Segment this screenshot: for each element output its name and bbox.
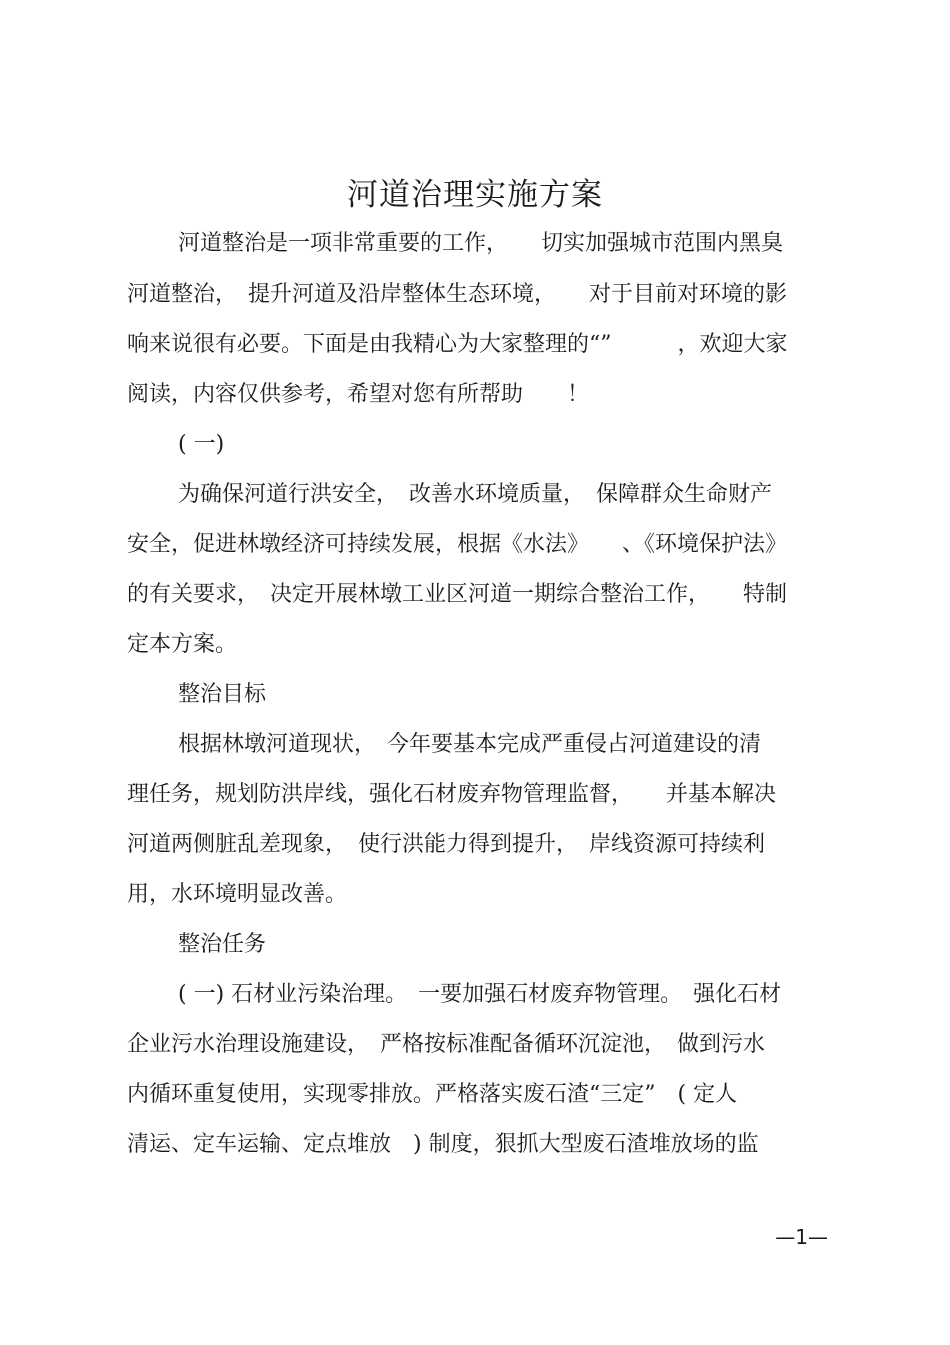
paragraph-line: 河道整治是一项非常重要的工作， 切实加强城市范围内黑臭 [178,231,784,256]
paragraph-line: 理任务，规划防洪岸线，强化石材废弃物管理监督， 并基本解决 [127,782,777,807]
paragraph-line: 用，水环境明显改善。 [127,882,348,907]
paragraph-line: 河道两侧脏乱差现象， 使行洪能力得到提升， 岸线资源可持续利 [127,832,766,857]
paragraph-line: 定本方案。 [127,632,238,657]
paragraph-line: 的有关要求， 决定开展林墩工业区河道一期综合整治工作， 特制 [127,582,788,607]
page-number: —1— [775,1225,828,1249]
section-heading: 整治任务 [178,932,267,957]
paragraph-line: 根据林墩河道现状， 今年要基本完成严重侵占河道建设的清 [178,732,762,757]
paragraph-line: 为确保河道行洪安全， 改善水环境质量， 保障群众生命财产 [178,482,773,507]
paragraph-line: 响来说很有必要。下面是由我精心为大家整理的“” ，欢迎大家 [127,332,788,357]
paragraph-line: 内循环重复使用，实现零排放。严格落实废石渣“三定” ( 定人 [127,1082,738,1107]
paragraph-line: 企业污水治理设施建设， 严格按标准配备循环沉淀池， 做到污水 [127,1032,766,1057]
document-title: 河道治理实施方案 [347,177,603,213]
paragraph-line: 阅读，内容仅供参考，希望对您有所帮助 ！ [127,382,590,407]
section-heading: 整治目标 [178,682,267,707]
paragraph-line: 河道整治， 提升河道及沿岸整体生态环境， 对于目前对环境的影 [127,282,788,307]
section-heading: ( 一) [178,432,225,457]
paragraph-line: ( 一) 石材业污染治理。 一要加强石材废弃物管理。 强化石材 [178,982,782,1007]
paragraph-line: 安全，促进林墩经济可持续发展，根据《水法》 、《环境保护法》 [127,532,788,557]
paragraph-line: 清运、定车运输、定点堆放 ) 制度，狠抓大型废石渣堆放场的监 [127,1132,759,1157]
